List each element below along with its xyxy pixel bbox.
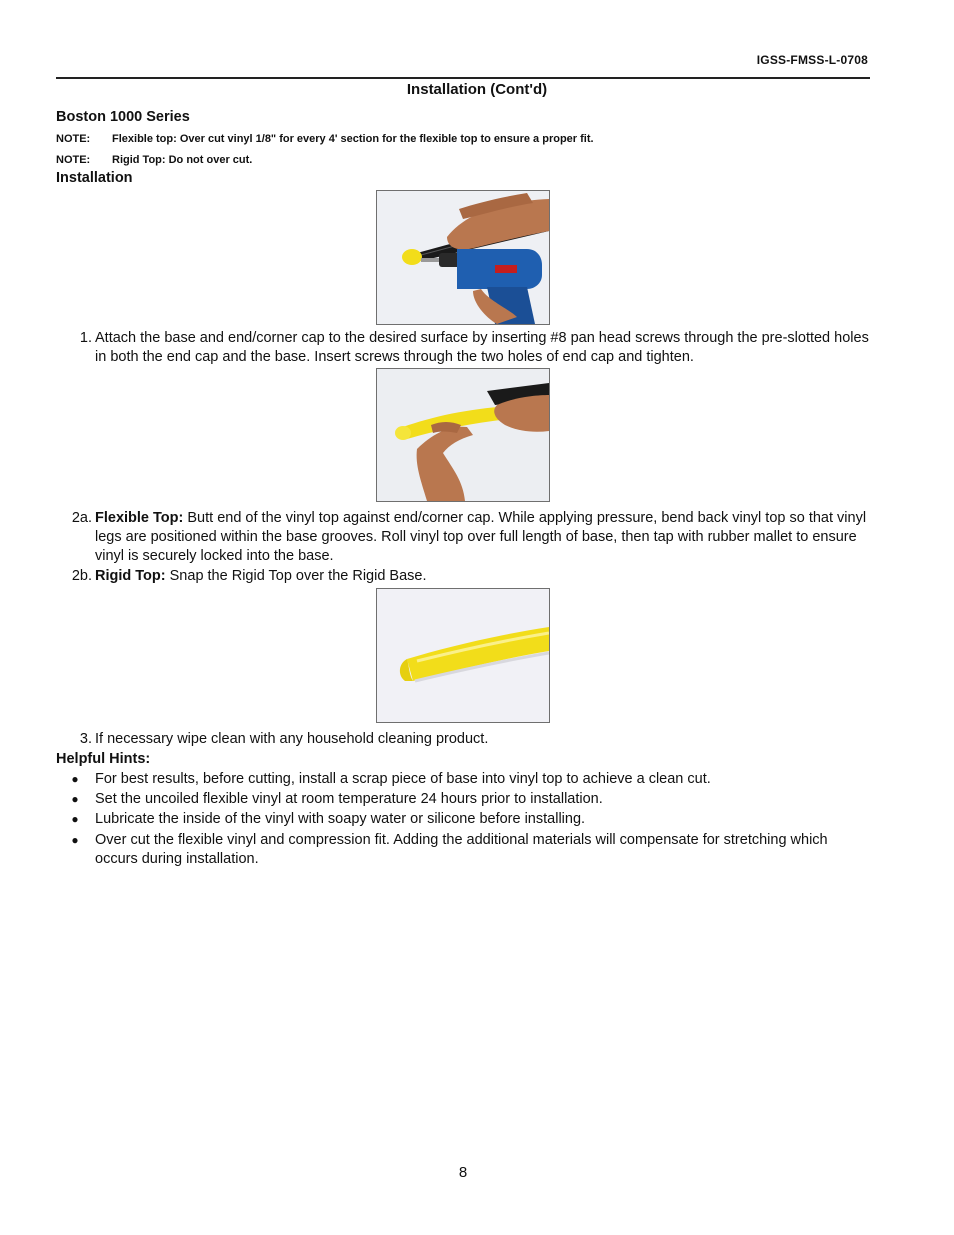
bullet-icon: ● bbox=[71, 772, 79, 786]
hint-text: Set the uncoiled flexible vinyl at room temperature 24 hours prior to installation. bbox=[95, 791, 603, 807]
hint-text: For best results, before cutting, install a scrap piece of base into vinyl top to achieve a clean cut. bbox=[95, 771, 711, 787]
bullet-icon: ● bbox=[71, 833, 79, 847]
hint-item bbox=[56, 770, 870, 789]
note-label: NOTE: bbox=[56, 133, 91, 145]
header-rule bbox=[56, 77, 870, 79]
step-text: If necessary wipe clean with any household cleaning product. bbox=[95, 731, 489, 747]
document-id: IGSS-FMSS-L-0708 bbox=[756, 53, 868, 67]
step-3 bbox=[56, 730, 870, 749]
hint-item bbox=[56, 810, 870, 829]
step-2b bbox=[56, 567, 870, 586]
note-rigid-top bbox=[56, 154, 252, 166]
bullet-icon: ● bbox=[71, 812, 79, 826]
note-text: Flexible top: Over cut vinyl 1/8" for every 4' section for the flexible top to ensure a proper fit. bbox=[112, 133, 594, 145]
step-1 bbox=[56, 329, 870, 367]
hint-item bbox=[56, 831, 870, 869]
step-bold: Rigid Top: bbox=[95, 568, 166, 584]
step-text: Snap the Rigid Top over the Rigid Base. bbox=[165, 568, 427, 584]
hint-text: Lubricate the inside of the vinyl with soapy water or silicone before installing. bbox=[95, 811, 586, 827]
helpful-hints-heading: Helpful Hints: bbox=[56, 751, 151, 767]
hint-item bbox=[56, 790, 870, 809]
step-2a bbox=[56, 509, 870, 566]
drill-illustration bbox=[377, 191, 549, 324]
series-title: Boston 1000 Series bbox=[56, 109, 190, 125]
step-text: Butt end of the vinyl top against end/corner cap. While applying pressure, bend back vinyl top so that vinyl legs are positioned within the base grooves. Roll vinyl top over full length of base, then tap with rubber mallet to ensure vinyl is securely locked into the base. bbox=[95, 510, 867, 564]
step-bold: Flexible Top: bbox=[95, 510, 184, 526]
step-number: 2a. bbox=[71, 510, 92, 526]
step-text: Attach the base and end/corner cap to the desired surface by inserting #8 pan head screws through the pre-slotted holes in both the end cap and the base. Insert screws through the two holes of end cap and tighten. bbox=[95, 330, 869, 365]
page-number: 8 bbox=[458, 1164, 468, 1181]
section-title: Installation (Cont'd) bbox=[406, 81, 548, 98]
note-text: Rigid Top: Do not over cut. bbox=[112, 154, 253, 166]
flexible-top-illustration bbox=[377, 369, 549, 501]
photo-flexible-top bbox=[376, 368, 550, 502]
yellow-end-cap bbox=[402, 249, 422, 265]
step-number: 1. bbox=[79, 330, 92, 346]
installation-heading: Installation bbox=[56, 170, 133, 186]
note-label: NOTE: bbox=[56, 154, 91, 166]
step-number: 3. bbox=[79, 731, 92, 747]
step-number: 2b. bbox=[71, 568, 92, 584]
photo-drill-end-cap bbox=[376, 190, 550, 325]
photo-finished-top bbox=[376, 588, 550, 723]
bullet-icon: ● bbox=[71, 792, 79, 806]
hint-text: Over cut the flexible vinyl and compression fit. Adding the additional materials will compensate for stretching which occurs during installation. bbox=[95, 832, 828, 867]
note-flexible-top bbox=[56, 133, 594, 145]
finished-top-illustration bbox=[377, 589, 549, 722]
